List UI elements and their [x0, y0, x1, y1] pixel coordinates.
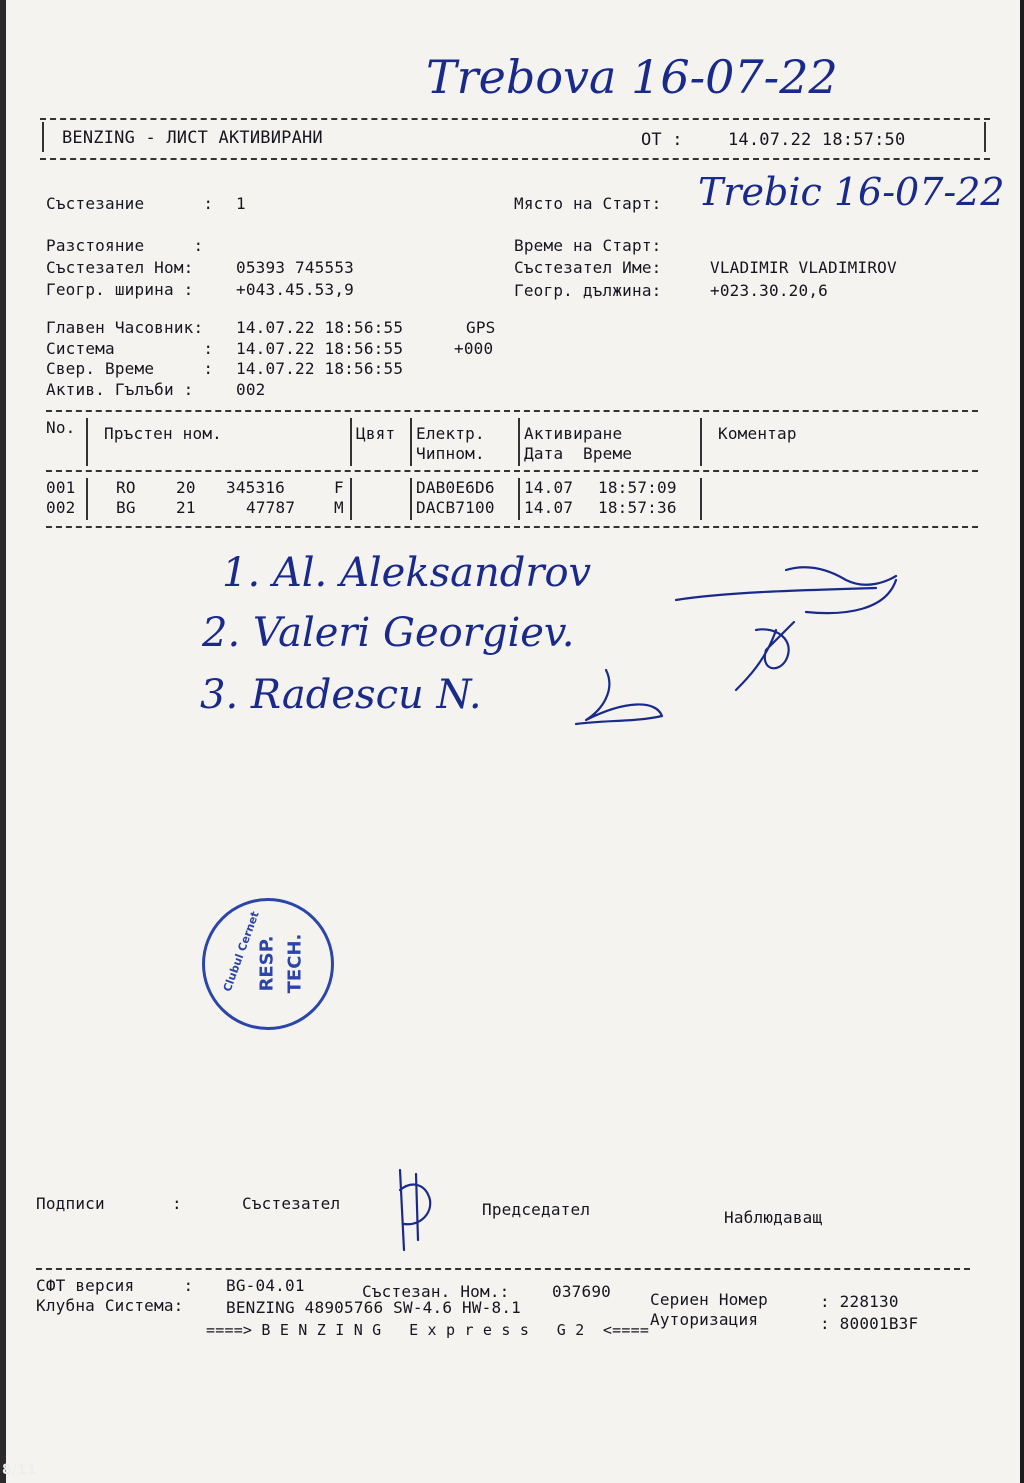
main-clock-value: 14.07.22 18:56:55: [236, 318, 404, 337]
activation-sheet: [6, 0, 1020, 1483]
row-ring: 345316: [226, 478, 285, 497]
handwritten-name-3: 3. Radescu N.: [200, 672, 482, 718]
col-header-no: No.: [46, 418, 76, 437]
system-clock-label: Система :: [46, 339, 214, 358]
signatures-label: Подписи: [36, 1194, 105, 1213]
start-time-label: Време на Старт:: [514, 236, 662, 255]
signature-chairman-label: Председател: [482, 1200, 591, 1219]
col-divider: [700, 418, 702, 466]
sw-version-label: СФТ версия :: [36, 1276, 194, 1295]
col-header-chip-1: Електр.: [416, 424, 485, 443]
row-country: BG: [116, 498, 136, 517]
col-divider: [518, 478, 520, 520]
col-divider: [86, 418, 88, 466]
comp-no-label: Състезан. Ном.:: [362, 1282, 510, 1301]
longitude-label: Геогр. дължина:: [514, 281, 662, 300]
row-time: 18:57:09: [598, 478, 677, 497]
scan-corner-mark: 8/11: [2, 1462, 37, 1478]
row-date: 14.07: [524, 478, 574, 497]
serial-label: Сериен Номер: [650, 1290, 768, 1309]
handwritten-start-place: Trebic 16-07-22: [698, 170, 1005, 214]
col-header-ring: Пръстен ном.: [104, 424, 222, 443]
stamp-line-1: RESP.: [256, 935, 278, 992]
latitude-label: Геогр. ширина :: [46, 280, 194, 299]
row-sex: F: [334, 478, 344, 497]
header-bar-right: [984, 122, 986, 152]
col-header-chip-2: Чипном.: [416, 444, 485, 463]
header-rule-bottom: [40, 158, 990, 160]
row-chip: DAB0E6D6: [416, 478, 495, 497]
row-sex: M: [334, 498, 344, 517]
latitude-value: +043.45.53,9: [236, 280, 354, 299]
main-clock-suffix: GPS: [466, 318, 496, 337]
active-pigeons-label: Актив. Гълъби :: [46, 380, 194, 399]
col-header-act-2: Дата Време: [524, 444, 633, 463]
handwritten-name-1: 1. Al. Aleksandrov: [222, 550, 592, 596]
header-title: BENZING - ЛИСТ АКТИВИРАНИ: [62, 128, 323, 148]
table-rule-top: [46, 410, 978, 412]
col-divider: [86, 478, 88, 520]
club-system-value: BENZING 48905766 SW-4.6 HW-8.1: [226, 1298, 521, 1317]
longitude-value: +023.30.20,6: [710, 281, 828, 300]
competitor-no-label: Състезател Ном:: [46, 258, 194, 277]
competitor-signature: [386, 1160, 446, 1260]
comp-no-value: 037690: [552, 1282, 611, 1301]
signatures-colon: :: [172, 1194, 182, 1213]
signature-scribbles: [546, 550, 926, 750]
header-bar-left: [42, 122, 44, 152]
auth-label: Ауторизация: [650, 1310, 759, 1329]
row-year: 20: [176, 478, 196, 497]
row-no: 001: [46, 478, 76, 497]
row-date: 14.07: [524, 498, 574, 517]
table-rule-bottom: [46, 526, 978, 528]
handwritten-top-note: Trebova 16-07-22: [426, 50, 838, 104]
handwritten-name-2: 2. Valeri Georgiev.: [202, 610, 575, 656]
club-system-label: Клубна Система:: [36, 1296, 184, 1315]
row-chip: DACB7100: [416, 498, 495, 517]
system-clock-suffix: +000: [454, 339, 494, 358]
row-no: 002: [46, 498, 76, 517]
row-country: RO: [116, 478, 136, 497]
distance-label: Разстояние :: [46, 236, 204, 255]
check-time-value: 14.07.22 18:56:55: [236, 359, 404, 378]
row-ring: 47787: [246, 498, 296, 517]
col-divider: [700, 478, 702, 520]
club-stamp: [202, 898, 334, 1030]
signature-observer-label: Наблюдаващ: [724, 1208, 823, 1227]
stamp-line-2: TECH.: [284, 933, 306, 994]
col-divider: [350, 478, 352, 520]
table-rule-mid: [46, 470, 978, 472]
header-rule-top: [40, 118, 990, 120]
competitor-no-value: 05393 745553: [236, 258, 354, 277]
benzing-banner: ====> B E N Z I N G E x p r e s s G 2 <====: [206, 1321, 650, 1339]
check-time-label: Свер. Време :: [46, 359, 214, 378]
auth-value: : 80001B3F: [820, 1314, 919, 1333]
competition-label: Състезание :: [46, 194, 214, 213]
competition-value: 1: [236, 194, 246, 213]
competitor-name-value: VLADIMIR VLADIMIROV: [710, 258, 897, 277]
col-divider: [350, 418, 352, 466]
header-from-value: 14.07.22 18:57:50: [728, 130, 906, 150]
footer-rule: [36, 1268, 970, 1270]
competitor-name-label: Състезател Име:: [514, 258, 662, 277]
row-year: 21: [176, 498, 196, 517]
main-clock-label: Главен Часовник:: [46, 318, 204, 337]
col-divider: [410, 478, 412, 520]
active-pigeons-value: 002: [236, 380, 266, 399]
col-divider: [518, 418, 520, 466]
header-from-label: ОТ :: [641, 130, 683, 150]
start-place-label: Място на Старт:: [514, 194, 662, 213]
stamp-arc-text: Clubul Cernet: [220, 909, 262, 994]
system-clock-value: 14.07.22 18:56:55: [236, 339, 404, 358]
col-header-act-1: Активиране: [524, 424, 623, 443]
row-time: 18:57:36: [598, 498, 677, 517]
col-header-comment: Коментар: [718, 424, 797, 443]
col-header-color: Цвят: [356, 424, 396, 443]
sw-version-value: BG-04.01: [226, 1276, 305, 1295]
serial-value: : 228130: [820, 1292, 899, 1311]
signature-competitor-label: Състезател: [242, 1194, 341, 1213]
col-divider: [410, 418, 412, 466]
